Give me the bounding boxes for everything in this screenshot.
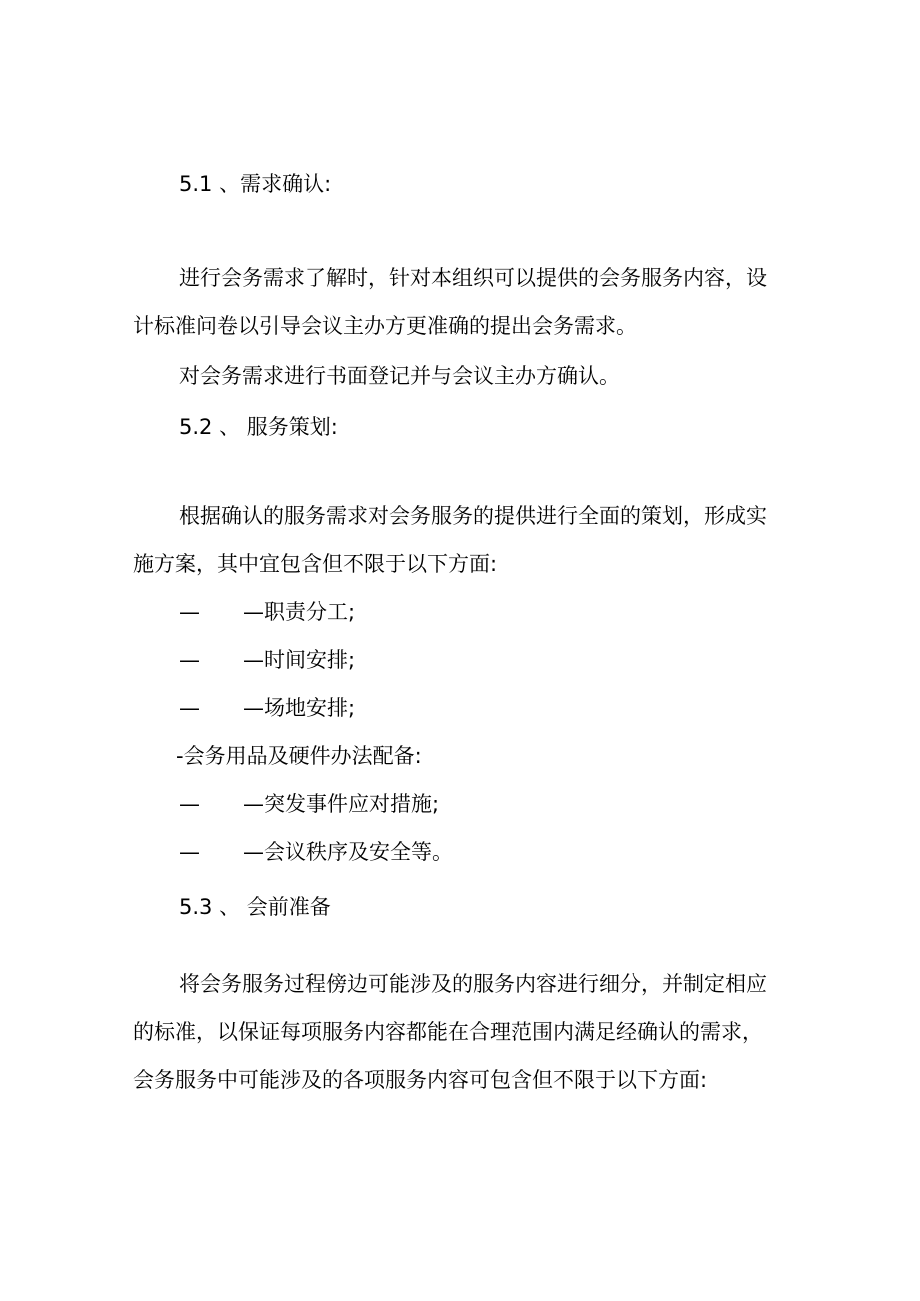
list-item-text: —职责分工; [243,600,356,624]
paragraph-line: 将会务服务过程傍边可能涉及的服务内容进行细分，并制定相应 [179,972,767,996]
list-item-text: —突发事件应对措施; [243,792,440,816]
list-item-text: —场地安排; [243,696,356,720]
paragraph-line: 会务服务中可能涉及的各项服务内容可包含但不限于以下方面: [133,1068,708,1092]
list-item-text: —时间安排; [243,648,356,672]
list-dash: — [179,600,200,624]
list-dash: — [179,792,200,816]
paragraph-line: 的标准，以保证每项服务内容都能在合理范围内满足经确认的需求， [133,1020,763,1044]
paragraph-line: 对会务需求进行书面登记并与会议主办方确认。 [179,364,620,388]
paragraph-line: 进行会务需求了解时，针对本组织可以提供的会务服务内容，设 [179,266,767,290]
section-heading-5-2: 5.2 、 服务策划: [179,415,338,439]
section-heading-5-3: 5.3 、 会前准备 [179,895,331,919]
section-heading-5-1: 5.1 、需求确认: [179,172,332,196]
paragraph-line: 根据确认的服务需求对会务服务的提供进行全面的策划，形成实 [179,504,767,528]
list-item-text: —会议秩序及安全等。 [243,840,453,864]
paragraph-line: 施方案，其中宜包含但不限于以下方面: [133,552,498,576]
list-item-supplies: -会务用品及硬件办法配备: [176,744,422,768]
list-dash: — [179,648,200,672]
list-dash: — [179,696,200,720]
paragraph-line: 计标准问卷以引导会议主办方更准确的提出会务需求。 [133,314,637,338]
list-dash: — [179,840,200,864]
